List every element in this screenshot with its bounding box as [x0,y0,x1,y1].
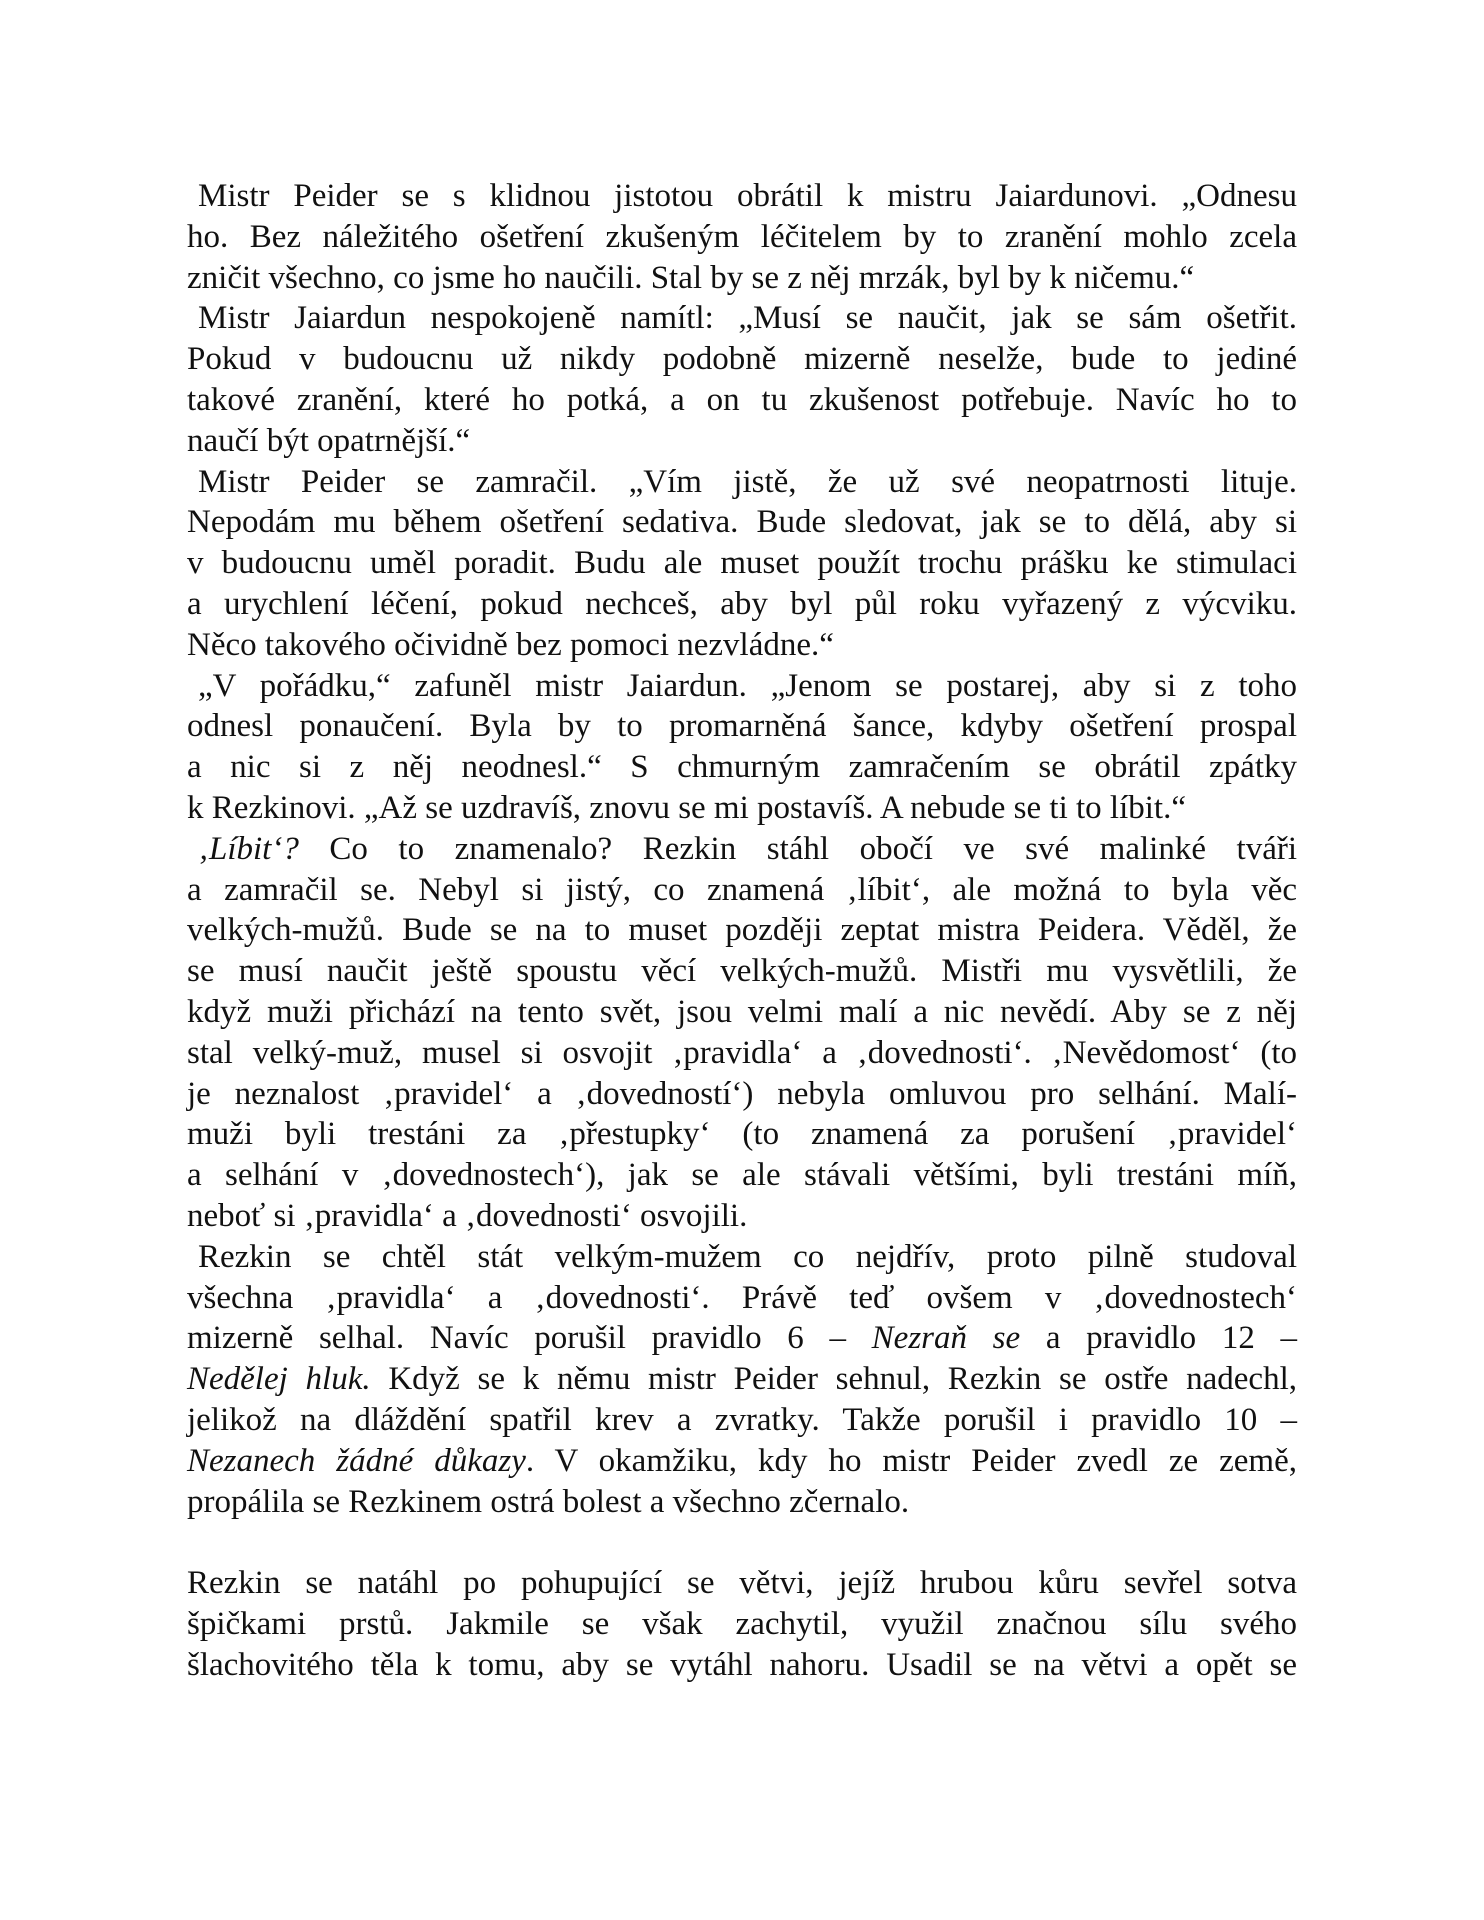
text-segment: Co to znamenalo? Rezkin stáhl obočí ve své malinké tváři [298,830,1297,867]
text-segment: propálila se Rezkinem ostrá bolest a všechno zčernalo. [187,1483,910,1520]
text-line [187,176,1297,217]
text-segment: Něco takového očividně bez pomoci nezvládne.“ [187,626,834,663]
italic-segment: Nezanech žádné důkazy [187,1442,526,1479]
text-segment: zničit všechno, co jsme ho naučili. Stal by se z něj mrzák, byl by k ničemu.“ [187,259,1195,296]
text-line [187,747,1297,788]
text-segment: a selhání v ‚dovednostech‘), jak se ale stávali většími, byli trestáni míň, [187,1157,1297,1194]
text-line [187,666,1297,707]
text-line [187,829,1297,870]
paragraph [187,298,1297,461]
text-segment: se musí naučit ještě spoustu věcí velkých-mužů. Mistři mu vysvětlili, že [187,953,1297,990]
text-segment: a nic si z něj neodnesl.“ S chmurným zamračením se obrátil zpátky [187,749,1297,786]
text-line [187,910,1297,951]
text-segment: Rezkin se natáhl po pohupující se větvi, jejíž hrubou kůru sevřel sotva [187,1565,1297,1602]
paragraph [187,666,1297,829]
text-segment: naučí být opatrnější.“ [187,422,471,459]
text-segment: mizerně selhal. Navíc porušil pravidlo 6 – [187,1320,872,1357]
text-line [187,1482,1297,1523]
text-segment: stal velký-muž, musel si osvojit ‚pravidla‘ a ‚dovednosti‘. ‚Nevědomost‘ (to [187,1034,1297,1071]
text-line [187,870,1297,911]
text-line [187,1278,1297,1319]
text-segment: jelikož na dláždění spatřil krev a zvratky. Takže porušil i pravidlo 10 – [187,1401,1297,1438]
text-line [187,1400,1297,1441]
text-line [187,462,1297,503]
text-segment: v budoucnu uměl poradit. Budu ale muset použít trochu prášku ke stimulaci [187,545,1297,582]
text-segment: špičkami prstů. Jakmile se však zachytil, využil značnou sílu svého [187,1605,1297,1642]
text-line [187,339,1297,380]
text-segment: . V okamžiku, kdy ho mistr Peider zvedl ze země, [525,1442,1298,1479]
text-segment: takové zranění, které ho potká, a on tu zkušenost potřebuje. Navíc ho to [187,381,1297,418]
text-line [187,1074,1297,1115]
text-line [187,380,1297,421]
text-line [187,1033,1297,1074]
paragraph [187,1563,1297,1685]
text-segment: Mistr Peider se s klidnou jistotou obrátil k mistru Jaiardunovi. „Odnesu [198,178,1297,214]
text-segment: a urychlení léčení, pokud nechceš, aby byl půl roku vyřazený z výcviku. [187,585,1297,622]
document-page [187,176,1297,1685]
text-segment: je neznalost ‚pravidel‘ a ‚dovedností‘) nebyla omluvou pro selhání. Malí- [187,1075,1297,1112]
text-segment: Nepodám mu během ošetření sedativa. Bude sledovat, jak se to dělá, aby si [187,504,1297,541]
text-line [187,421,1297,462]
text-line [187,502,1297,543]
text-segment: a zamračil se. Nebyl si jistý, co znamená ‚líbit‘, ale možná to byla věc [187,871,1297,908]
text-segment: a pravidlo 12 – [1020,1320,1297,1357]
paragraph [187,176,1297,298]
text-segment: Mistr Peider se zamračil. „Vím jistě, že už své neopatrnosti lituje. [198,463,1297,500]
text-line [187,992,1297,1033]
text-line [187,1318,1297,1359]
text-segment: k Rezkinovi. „Až se uzdravíš, znovu se mi postavíš. A nebude se ti to líbit.“ [187,789,1186,826]
text-segment: odnesl ponaučení. Byla by to promarněná šance, kdyby ošetření prospal [187,708,1297,745]
text-segment: když muži přichází na tento svět, jsou velmi malí a nic nevědí. Aby se z něj [187,993,1297,1030]
text-segment: šlachovitého těla k tomu, aby se vytáhl nahoru. Usadil se na větvi a opět se [187,1646,1297,1683]
text-line [187,1359,1297,1400]
text-line [187,1237,1297,1278]
text-segment: Rezkin se chtěl stát velkým-mužem co nejdřív, proto pilně studoval [198,1238,1297,1275]
italic-segment: Nezraň se [871,1320,1021,1357]
text-line [187,1604,1297,1645]
paragraph [187,829,1297,1237]
text-line [187,1155,1297,1196]
text-line [187,1196,1297,1237]
text-segment: všechna ‚pravidla‘ a ‚dovednosti‘. Právě teď ovšem v ‚dovednostech‘ [187,1279,1297,1316]
text-segment: muži byli trestáni za ‚přestupky‘ (to znamená za porušení ‚pravidel‘ [187,1116,1297,1153]
text-line [187,951,1297,992]
text-segment: „V pořádku,“ zafuněl mistr Jaiardun. „Jenom se postarej, aby si z toho [198,667,1297,704]
text-segment: velkých-mužů. Bude se na to muset později zeptat mistra Peidera. Věděl, že [187,912,1297,949]
text-segment: Pokud v budoucnu už nikdy podobně mizerně neselže, bude to jediné [187,341,1297,378]
italic-segment: ‚Líbit‘? [198,830,299,867]
paragraph [187,462,1297,666]
text-line [187,217,1297,258]
text-line [187,584,1297,625]
text-line [187,1114,1297,1155]
text-line [187,298,1297,339]
text-line [187,1441,1297,1482]
text-line [187,706,1297,747]
text-segment: neboť si ‚pravidla‘ a ‚dovednosti‘ osvojili. [187,1197,748,1234]
text-segment: Když se k němu mistr Peider sehnul, Rezkin se ostře nadechl, [370,1361,1297,1398]
text-line [187,1563,1297,1604]
paragraph [187,1237,1297,1523]
italic-segment: Nedělej hluk. [187,1361,371,1398]
text-line [187,1645,1297,1686]
text-line [187,625,1297,666]
text-segment: Mistr Jaiardun nespokojeně namítl: „Musí se naučit, jak se sám ošetřit. [198,300,1297,337]
text-segment: ho. Bez náležitého ošetření zkušeným léčitelem by to zranění mohlo zcela [187,218,1297,255]
text-line [187,788,1297,829]
text-line [187,258,1297,299]
text-line [187,543,1297,584]
